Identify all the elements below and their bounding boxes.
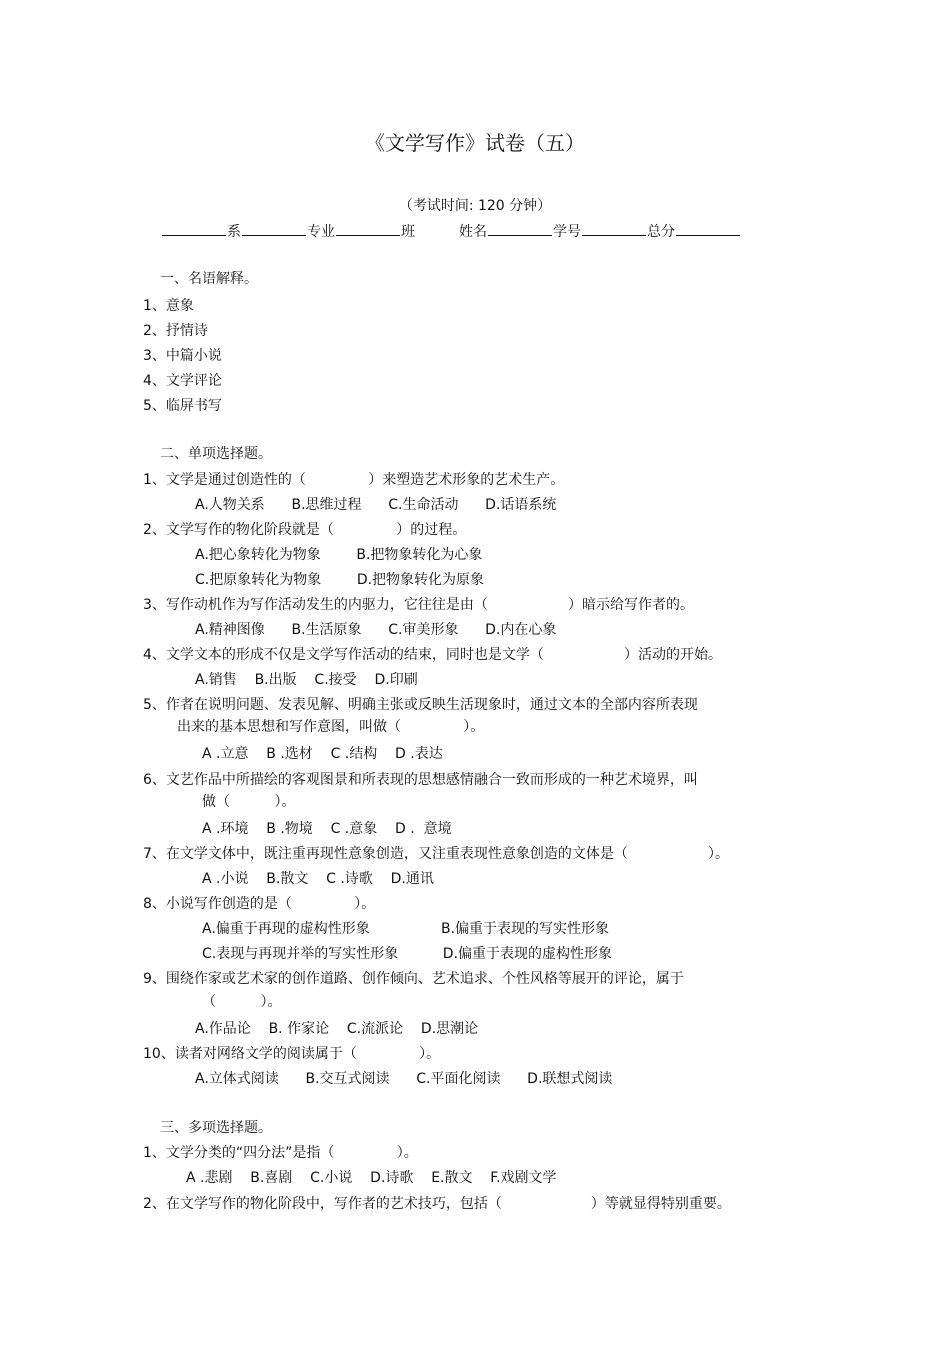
s2-q3: 3、写作动机作为写作活动发生的内驱力，它往往是由（ ）暗示给写作者的。 [143,597,695,613]
s2-q4: 4、文学文本的形成不仅是文学写作活动的结束，同时也是文学（ ）活动的开始。 [143,647,723,663]
student-info-line [162,221,740,241]
class-label: 班 [401,224,415,240]
s2-q8-options-2: C.表现与再现并举的写实性形象 D.偏重于表现的虚构性形象 [202,946,612,962]
s2-q2: 2、文学写作的物化阶段就是（ ）的过程。 [143,522,467,538]
s2-q1-options: A.人物关系 B.思维过程 C.生命活动 D.话语系统 [195,497,557,513]
student-id-label: 学号 [553,224,581,240]
s2-q7-options: A .小说 B.散文 C .诗歌 D.通讯 [202,871,434,887]
s1-item-4: 4、文学评论 [143,373,222,389]
s2-q10: 10、读者对网络文学的阅读属于（ ）。 [143,1046,441,1062]
s3-q2: 2、在文学写作的物化阶段中，写作者的艺术技巧，包括（ ）等就显得特别重要。 [143,1196,731,1212]
s2-q5-options: A .立意 B .选材 C .结构 D .表达 [202,746,443,762]
class-blank[interactable] [336,221,400,236]
s2-q6-line-1: 6、文艺作品中所描绘的客观图景和所表现的思想感情融合一致而形成的一种艺术境界，叫 [143,772,698,788]
s3-q1-options: A .悲剧 B.喜剧 C.小说 D.诗歌 E.散文 F.戏剧文学 [186,1170,557,1186]
section-1-heading: 一、名语解释。 [160,271,258,287]
s1-item-2: 2、抒情诗 [143,323,208,339]
s2-q6-line-2: 做（ ）。 [202,794,296,810]
exam-time: （考试时间: 120 分钟） [398,198,552,214]
s2-q1: 1、文学是通过创造性的（ ）来塑造艺术形象的艺术生产。 [143,472,565,488]
section-2-heading: 二、单项选择题。 [160,446,272,462]
name-label: 姓名 [459,224,487,240]
score-label: 总分 [647,224,675,240]
s2-q9-line-2: （ ）。 [202,994,282,1010]
major-blank[interactable] [242,221,306,236]
s2-q7: 7、在文学文体中，既注重再现性意象创造，又注重表现性意象创造的文体是（ ）。 [143,846,730,862]
s2-q4-options: A.销售 B.出版 C.接受 D.印刷 [195,672,418,688]
name-blank[interactable] [488,221,552,236]
s2-q6-options: A .环境 B .物境 C .意象 D . 意境 [202,821,452,837]
s1-item-5: 5、临屏书写 [143,398,222,414]
s2-q8: 8、小说写作创造的是（ ）。 [143,896,376,912]
s2-q10-options: A.立体式阅读 B.交互式阅读 C.平面化阅读 D.联想式阅读 [195,1071,613,1087]
section-3-heading: 三、多项选择题。 [160,1120,272,1136]
s2-q2-options-1: A.把心象转化为物象 B.把物象转化为心象 [195,547,483,563]
major-label: 专业 [307,224,335,240]
s1-item-3: 3、中篇小说 [143,348,222,364]
s2-q9-line-1: 9、围绕作家或艺术家的创作道路、创作倾向、艺术追求、个性风格等展开的评论，属于 [143,971,684,987]
s3-q1: 1、文学分类的“四分法”是指（ ）。 [143,1145,418,1161]
score-blank[interactable] [676,221,740,236]
s2-q5-line-1: 5、作者在说明问题、发表见解、明确主张或反映生活现象时，通过文本的全部内容所表现 [143,697,698,713]
exam-title: 《文学写作》试卷（五） [365,131,585,155]
s2-q3-options: A.精神图像 B.生活原象 C.审美形象 D.内在心象 [195,622,557,638]
s2-q9-options: A.作品论 B. 作家论 C.流派论 D.思潮论 [195,1021,479,1037]
dept-blank[interactable] [162,221,226,236]
s2-q2-options-2: C.把原象转化为物象 D.把物象转化为原象 [195,572,485,588]
s2-q8-options-1: A.偏重于再现的虚构性形象 B.偏重于表现的写实性形象 [202,921,610,937]
s1-item-1: 1、意象 [143,298,194,314]
dept-label: 系 [227,224,241,240]
student-id-blank[interactable] [582,221,646,236]
s2-q5-line-2: 出来的基本思想和写作意图，叫做（ ）。 [177,719,485,735]
